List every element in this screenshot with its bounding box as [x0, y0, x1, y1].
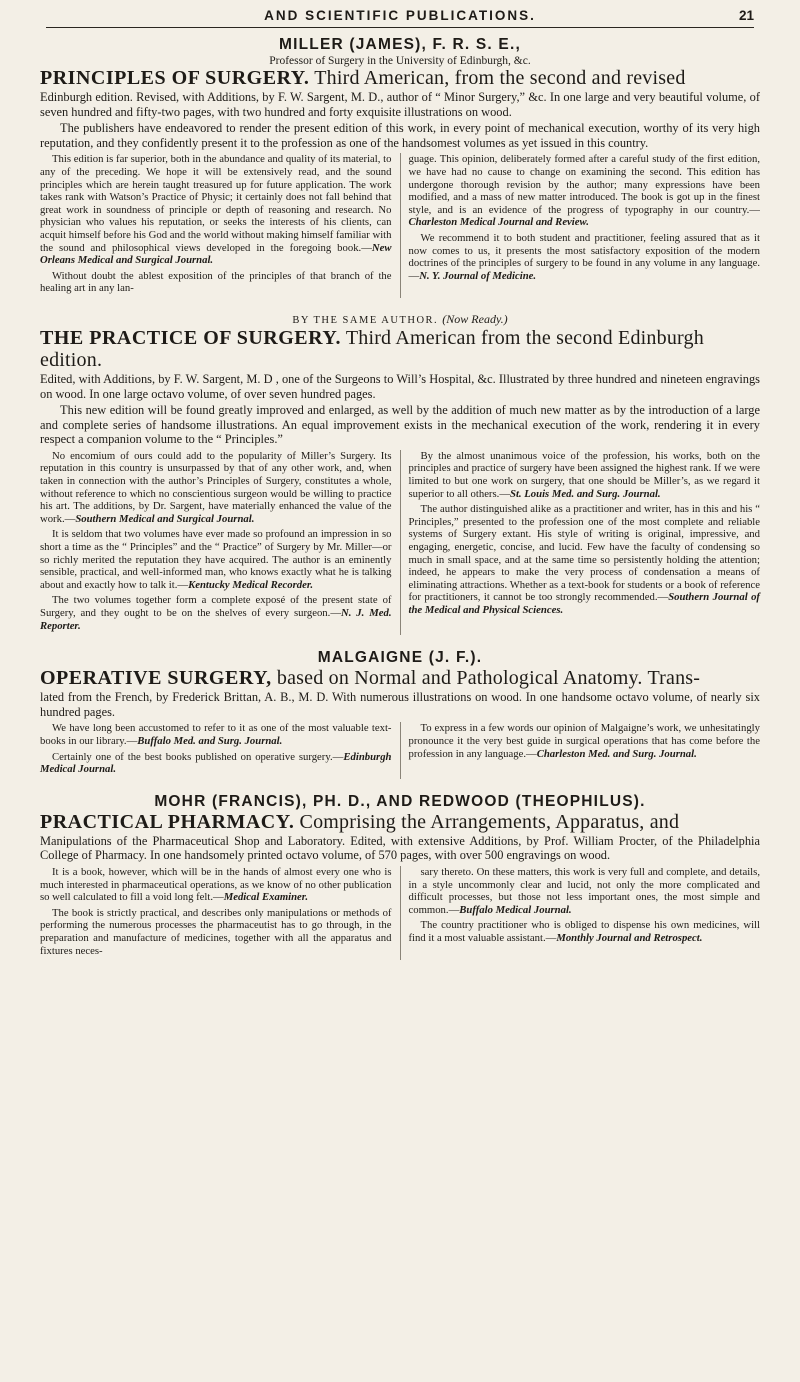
review-quote: [40, 270, 392, 295]
entry-gap: [40, 298, 760, 306]
review-text: We have long been accustomed to refer to it as one of the most valuable text-books in our library.—: [40, 722, 392, 747]
review-quote: [40, 594, 392, 632]
review-quote: [409, 503, 761, 616]
book-entry: [40, 779, 760, 960]
review-column-right: [401, 450, 761, 635]
review-text: To express in a few words our opinion of Malgaigne’s work, we unhesitatingly pronounce it the very best guide in surgical operations that has come before the profession in any language.—: [408, 722, 760, 760]
review-text: It is a book, however, which will be in the hands of almost every one who is much interested in pharmaceutical operations, as we know of no other publication so well calculated to fill a void long felt.—: [40, 865, 392, 904]
publisher-note: The publishers have endeavored to render the present edition of this work, in every point of mechanical execution, worthy of its very high reputation, and they confidently present it to the profession as one of the handsomest volumes as yet issued in this country.: [40, 121, 760, 150]
book-entry: [40, 635, 760, 779]
review-quote: [409, 450, 761, 500]
review-column-left: [40, 450, 401, 635]
book-description: Edinburgh edition. Revised, with Additions, by F. W. Sargent, M. D., author of “ Minor Surgery,” &c. In one large and very beautiful volume, of seven hundred and fifty-two pages, with two hundred and forty exquisite illustrations on wood.: [40, 90, 760, 119]
book-entry: [40, 36, 760, 298]
review-source: N. Y. Journal of Medicine.: [419, 269, 537, 282]
review-text: Certainly one of the best books published on operative surgery.—: [52, 750, 344, 763]
review-source: Charleston Medical Journal and Review.: [408, 216, 589, 229]
publisher-note: This new edition will be found greatly improved and enlarged, as well by the addition of much new matter as by the introduction of a large and complete series of handsome illustrations. An equal improvement exists in the mechanical execution of the work, rendering it in every respect a companion volume to the “ Principles.”: [40, 403, 760, 447]
review-columns: [40, 450, 760, 635]
review-source: Southern Medical and Surgical Journal.: [75, 512, 255, 525]
review-text: No encomium of ours could add to the popularity of Miller’s Surgery. Its reputation in this country is unsurpassed by that of any other work, and, when taken in connection with the author’s Principles of Surgery, constitutes a whole, without reference to which no conscientious surgeon would be willing to practice his art. The additions, by Dr. Sargent, have materially enhanced the value of the work.—: [40, 449, 392, 525]
book-description: lated from the French, by Frederick Brittan, A. B., M. D. With numerous illustrations on wood. In one handsome octavo volume, of nearly six hundred pages.: [40, 690, 760, 719]
entry-gap: [40, 635, 760, 643]
review-text: By the almost unanimous voice of the profession, his works, both on the principles and practice of surgery have been assigned the highest rank. If we were limited to but one work on surgery, that one should be Miller’s, as we regard it superior to all others.—: [408, 449, 760, 500]
review-quote: [409, 232, 761, 282]
book-title: [40, 811, 760, 833]
review-source: St. Louis Med. and Surg. Journal.: [510, 487, 661, 500]
book-title-rest: Third American, from the second and revised: [309, 67, 686, 89]
running-head-title: AND SCIENTIFIC PUBLICATIONS.: [264, 8, 536, 23]
book-title-main: THE PRACTICE OF SURGERY.: [40, 326, 341, 349]
review-text: We recommend it to both student and practitioner, feeling assured that as it now comes to us, it presents the most satisfactory exposition of the modern doctrines of the principles of surgery to be found in any volume in any language.—: [408, 231, 760, 282]
book-title-main: OPERATIVE SURGERY,: [40, 667, 272, 690]
author-heading: MILLER (JAMES), F. R. S. E.,: [278, 36, 521, 53]
book-title-rest: Comprising the Arrangements, Apparatus, and: [294, 810, 680, 833]
review-quote: [409, 153, 761, 229]
review-source: Kentucky Medical Recorder.: [188, 578, 314, 591]
by-same-label: BY THE SAME AUTHOR.: [292, 314, 443, 326]
review-quote: [40, 722, 392, 747]
review-column-left: [40, 153, 401, 298]
review-source: Monthly Journal and Retrospect.: [556, 931, 703, 944]
review-column-right: [401, 153, 761, 298]
running-head: [46, 8, 754, 28]
review-text: sary thereto. On these matters, this work is very full and complete, and details, in a style uncommonly clear and lucid, not only the more complicated and difficult processes, but those not less important ones, the most simple and common.—: [408, 865, 760, 916]
book-title: [40, 67, 760, 89]
review-source: Edinburgh Medical Journal.: [40, 750, 392, 776]
review-source: Medical Examiner.: [223, 891, 309, 904]
author-heading: MALGAIGNE (J. F.).: [317, 649, 483, 667]
review-quote: [409, 866, 761, 916]
review-column-right: [401, 866, 761, 960]
review-text: The book is strictly practical, and describes only manipulations or methods of performing the numerous processes the pharmaceutist has to go through, in the preparation and manufacture of medicines, together with all the apparatus and fixtures neces-: [40, 906, 392, 957]
book-title-rest: Third American from the second Edinburgh edition.: [40, 326, 704, 371]
book-entries: [40, 36, 760, 960]
review-text: This edition is far superior, both in the abundance and quality of its material, to any of the preceding. We hope it will be extensively read, and the sound principles which are herein taught treasured up for future application. The work takes rank with Watson’s Practice of Physic; it certainly does not fall behind that great work in soundness of principle or depth of reasoning and research. No physician who values his reputation, or seeks the interests of his clients, can acquit himself before his God and the world without making himself familiar with the sound and philosophical views developed in the foregoing book.—: [40, 153, 392, 254]
review-text: guage. This opinion, deliberately formed after a careful study of the first edition, we have had no cause to change on examining the second. This edition has undergone thorough revision by the author; many expressions have been modified, and a mass of new matter introduced. The book is got up in the finest style, and is an evidence of the progress of typography in our country.—: [408, 153, 760, 216]
review-text: It is seldom that two volumes have ever made so profound an impression in so short a time as the “ Principles” and the “ Practice” of Surgery by Mr. Miller—or so richly merited the reputation they have acquired. The author is an eminently sensible, practical, and well-informed man, who knows exactly what he is talking about and exactly how to talk it.—: [40, 528, 392, 591]
review-columns: [40, 866, 760, 960]
page-number: 21: [738, 8, 754, 23]
book-entry: [40, 298, 760, 635]
review-quote: [40, 866, 392, 904]
review-source: Buffalo Med. and Surg. Journal.: [137, 734, 283, 747]
review-source: Charleston Med. and Surg. Journal.: [536, 747, 697, 760]
book-title-main: PRINCIPLES OF SURGERY.: [40, 67, 310, 89]
book-title-main: PRACTICAL PHARMACY.: [40, 810, 295, 833]
review-text: The author distinguished alike as a practitioner and writer, has in this and his “ Principles,” presented to the profession one of the most complete and reliable systems of Surgery extant. His style of writing is original, impressive, and engaging, energetic, concise, and lucid. Few have the faculty of condensing so much in small space, and at the same time so persistently holding the attention; indeed, he appears to make the very process of condensation a means of eliminating attractions. Whether as a text-book for students or a book of reference for practitioners, it cannot be too strongly recommended.—: [408, 503, 760, 604]
review-quote: [40, 153, 392, 266]
review-column-right: [401, 722, 761, 778]
entry-gap: [40, 779, 760, 787]
review-quote: [40, 751, 392, 776]
book-title-rest: based on Normal and Pathological Anatomy. Trans-: [271, 667, 701, 690]
review-text: The country practitioner who is obliged to dispense his own medicines, will find it a most valuable assistant.—: [408, 919, 760, 944]
review-text: Without doubt the ablest exposition of the principles of that branch of the healing art in any lan-: [40, 269, 392, 295]
review-column-left: [40, 866, 401, 960]
review-columns: [40, 722, 760, 778]
review-quote: [409, 722, 761, 760]
author-affiliation: Professor of Surgery in the University of Edinburgh, &c.: [269, 55, 531, 67]
book-description: Manipulations of the Pharmaceutical Shop and Laboratory. Edited, with extensive Additions, by Prof. William Procter, of the Philadelphia College of Pharmacy. In one handsomely printed octavo volume, of 570 pages, with over 500 engravings on wood.: [40, 833, 760, 863]
review-quote: [409, 919, 761, 944]
review-column-left: [40, 722, 401, 778]
review-quote: [40, 450, 392, 526]
review-quote: [40, 907, 392, 957]
review-quote: [40, 528, 392, 591]
book-title: [40, 327, 760, 371]
review-source: Southern Journal of the Medical and Physical Sciences.: [408, 591, 760, 616]
by-same-author: [40, 312, 760, 327]
review-source: N. J. Med. Reporter.: [40, 607, 392, 632]
review-source: New Orleans Medical and Surgical Journal.: [40, 241, 392, 267]
review-source: Buffalo Medical Journal.: [459, 903, 572, 916]
author-heading: MOHR (FRANCIS), PH. D., AND REDWOOD (THEOPHILUS).: [154, 792, 646, 810]
book-description: Edited, with Additions, by F. W. Sargent, M. D , one of the Surgeons to Will’s Hospital, &c. Illustrated by three hundred and nineteen engravings on wood. In one large octavo volume, of over seven hundred pages.: [40, 371, 760, 401]
book-title: [40, 667, 760, 689]
review-text: The two volumes together form a complete exposé of the present state of Surgery, and they ought to be on the shelves of every surgeon.—: [40, 594, 392, 619]
by-same-note: (Now Ready.): [442, 311, 508, 326]
review-columns: [40, 153, 760, 298]
